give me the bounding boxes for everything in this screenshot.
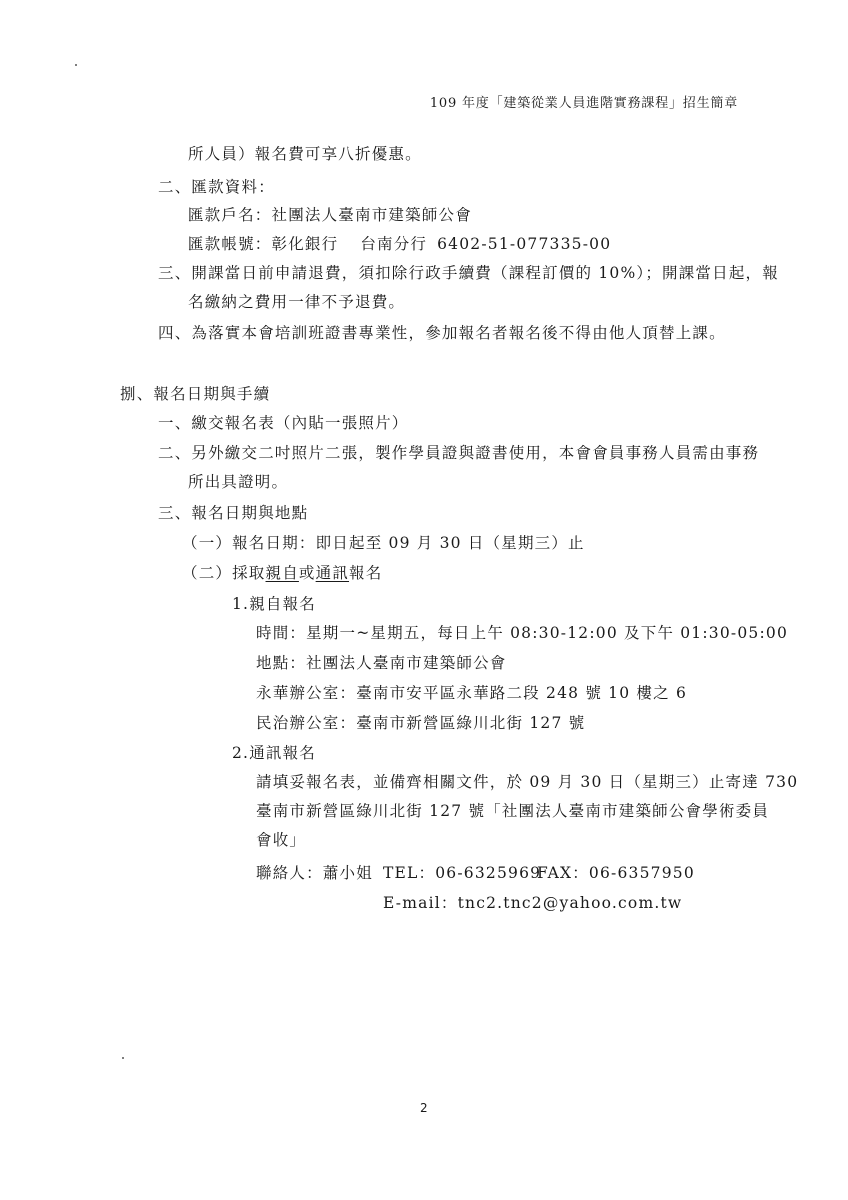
minzhi-office-address: 民治辦公室：臺南市新營區綠川北街 127 號 (256, 714, 586, 732)
page-header-title: 109 年度「建築從業人員進階實務課程」招生簡章 (429, 96, 738, 111)
date-place-heading: 三、報名日期與地點 (158, 504, 309, 522)
mail-instruction-line3: 會收」 (256, 831, 307, 849)
method-prefix: （二）採取 (182, 564, 266, 582)
contact-person: 聯絡人：蕭小姐 (256, 864, 373, 882)
registration-method (182, 563, 382, 583)
section-8-title: 捌、報名日期與手續 (120, 385, 271, 403)
mail-instruction-line1: 請填妥報名表，並備齊相關文件，於 09 月 30 日（星期三）止寄達 730 (256, 773, 799, 791)
submit-form-item: 一、繳交報名表（內貼一張照片） (158, 414, 409, 432)
contact-tel: TEL：06-6325969 (383, 864, 542, 882)
method-in-person: 親自 (265, 564, 299, 582)
yonghua-office-address: 永華辦公室：臺南市安平區永華路二段 248 號 10 樓之 6 (256, 684, 688, 702)
in-person-title: 1.親自報名 (232, 595, 316, 613)
no-substitution-rule: 四、為落實本會培訓班證書專業性，參加報名者報名後不得由他人頂替上課。 (158, 324, 726, 342)
mail-registration-title: 2.通訊報名 (232, 744, 316, 762)
account-digits: 6402-51-077335-00 (437, 235, 612, 253)
account-bank: 匯款帳號：彰化銀行 (188, 235, 339, 253)
refund-policy-line1: 三、開課當日前申請退費，須扣除行政手續費（課程訂價的 10%）；開課當日起，報 (158, 264, 779, 282)
method-or: 或 (298, 564, 316, 582)
scan-speck (122, 1057, 124, 1059)
refund-policy-line2: 名繳納之費用一律不予退費。 (188, 293, 406, 311)
method-by-mail: 通訊 (315, 564, 350, 582)
method-suffix: 報名 (349, 564, 383, 582)
mail-instruction-line2: 臺南市新營區綠川北街 127 號「社團法人臺南市建築師公會學術委員 (256, 802, 770, 820)
account-number (188, 234, 611, 254)
page-number: 2 (420, 1101, 428, 1115)
account-name: 匯款戶名：社團法人臺南市建築師公會 (188, 206, 472, 224)
account-branch: 台南分行 (360, 235, 428, 253)
contact-fax: FAX：06-6357950 (537, 864, 695, 882)
photo-requirement-line1: 二、另外繳交二吋照片二張，製作學員證與證書使用，本會會員事務人員需由事務 (158, 444, 760, 462)
contact-email: E-mail：tnc2.tnc2@yahoo.com.tw (383, 894, 683, 912)
remittance-heading: 二、匯款資料： (158, 178, 275, 196)
fee-discount-line: 所人員）報名費可享八折優惠。 (188, 145, 422, 163)
scan-speck (75, 64, 77, 66)
office-hours: 時間：星期一~星期五，每日上午 08:30-12:00 及下午 01:30-05:00 (256, 624, 789, 642)
photo-requirement-line2: 所出具證明。 (188, 473, 289, 491)
registration-date: （一）報名日期：即日起至 09 月 30 日（星期三）止 (182, 534, 585, 552)
office-location: 地點：社團法人臺南市建築師公會 (256, 654, 507, 672)
